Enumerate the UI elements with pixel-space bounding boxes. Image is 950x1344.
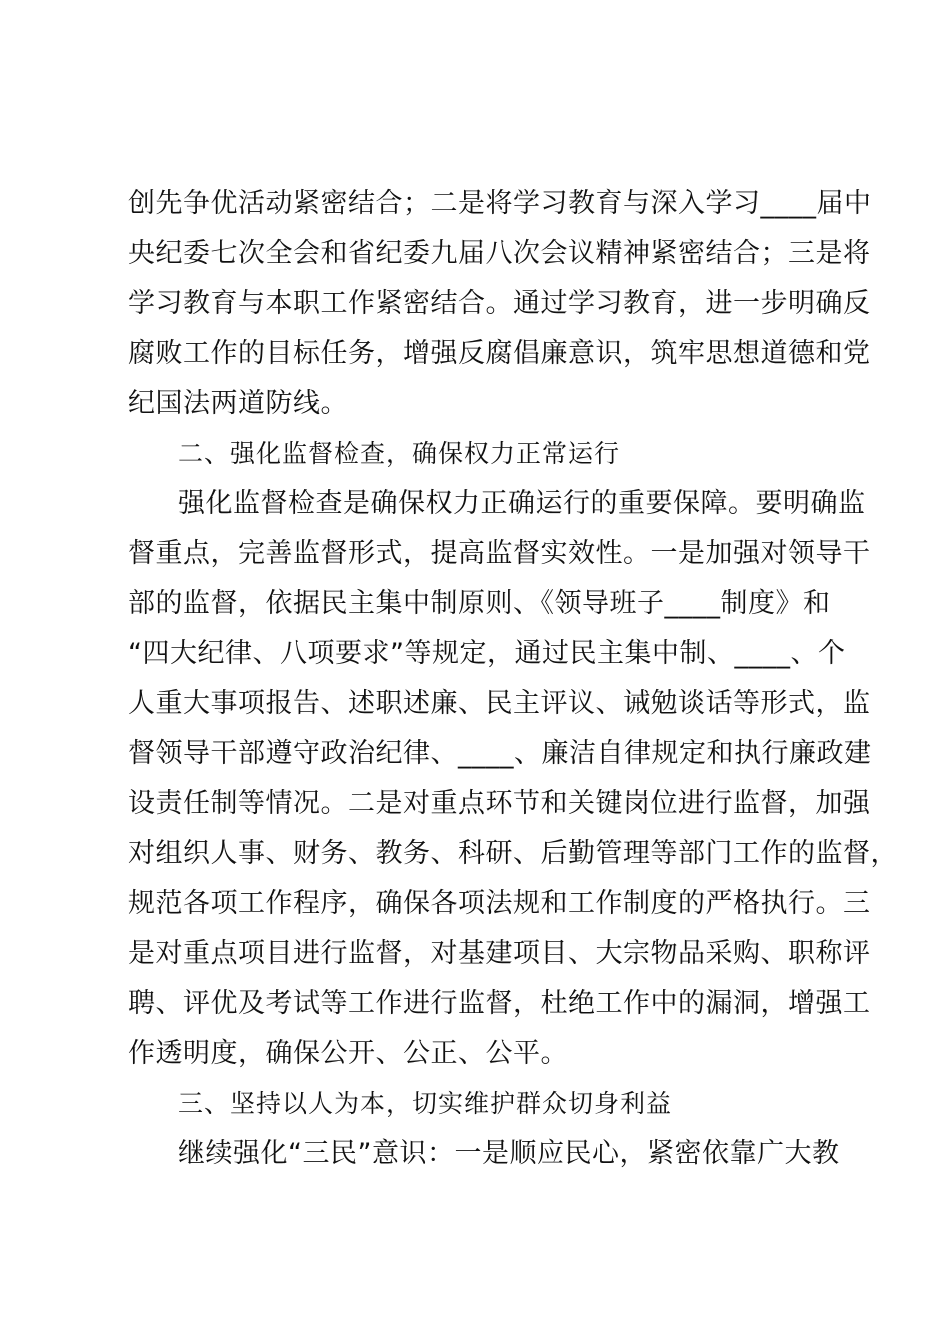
text-line: 设责任制等情况。二是对重点环节和关键岗位进行监督，加强 (128, 788, 871, 819)
text-line: 督领导干部遵守政治纪律、____、廉洁自律规定和执行廉政建 (128, 738, 872, 769)
text-line: 规范各项工作程序，确保各项法规和工作制度的严格执行。三 (128, 888, 871, 919)
section-heading: 三、坚持以人为本，切实维护群众切身利益 (178, 1089, 673, 1118)
text-line: 聘、评优及考试等工作进行监督，杜绝工作中的漏洞，增强工 (128, 988, 871, 1019)
text-line: 强化监督检查是确保权力正确运行的重要保障。要明确监 (178, 488, 866, 519)
text-line: 督重点，完善监督形式，提高监督实效性。一是加强对领导干 (128, 538, 871, 569)
text-line: 对组织人事、财务、教务、科研、后勤管理等部门工作的监督， (128, 838, 898, 869)
text-line: 部的监督，依据民主集中制原则、《领导班子____制度》和 (128, 588, 831, 619)
text-line: 学习教育与本职工作紧密结合。通过学习教育，进一步明确反 (128, 288, 871, 319)
text-line: 作透明度，确保公开、公正、公平。 (128, 1038, 568, 1069)
text-line: 是对重点项目进行监督，对基建项目、大宗物品采购、职称评 (128, 938, 871, 969)
text-line: 纪国法两道防线。 (128, 388, 348, 419)
text-line: 继续强化“三民”意识：一是顺应民心，紧密依靠广大教 (178, 1138, 840, 1169)
text-line: 腐败工作的目标任务，增强反腐倡廉意识，筑牢思想道德和党 (128, 338, 871, 369)
text-line: 创先争优活动紧密结合；二是将学习教育与深入学习____届中 (128, 188, 872, 219)
section-heading: 二、强化监督检查，确保权力正常运行 (178, 439, 621, 468)
text-line: 央纪委七次全会和省纪委九届八次会议精神紧密结合；三是将 (128, 238, 871, 269)
text-line: “四大纪律、八项要求”等规定，通过民主集中制、____、个 (128, 638, 846, 669)
text-line: 人重大事项报告、述职述廉、民主评议、诫勉谈话等形式，监 (128, 688, 871, 719)
